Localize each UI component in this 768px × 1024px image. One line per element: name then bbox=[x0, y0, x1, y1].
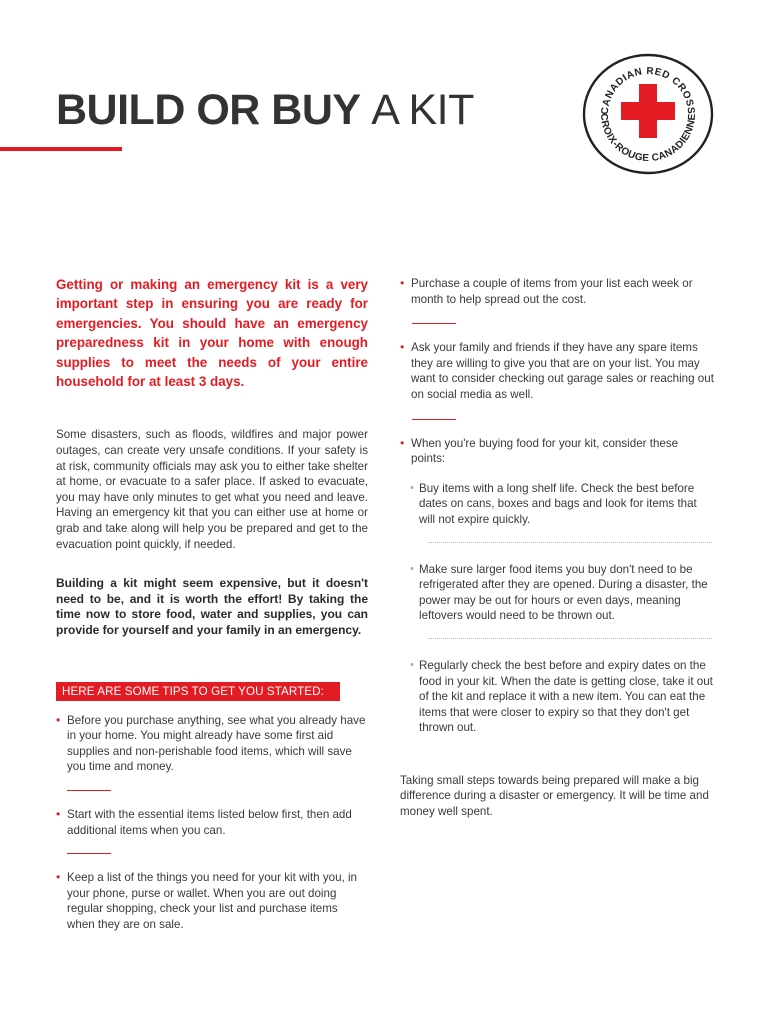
list-item bbox=[400, 562, 714, 624]
intro-emphasis: Building a kit might seem expensive, but it doesn't need to be, and it is worth the effort! By taking the time now to store food, water and supplies, you can provide for yourself and your family in an emergency. bbox=[56, 576, 368, 637]
food-points-list bbox=[400, 481, 714, 736]
list-item bbox=[56, 713, 368, 775]
list-item bbox=[56, 870, 368, 932]
list-item-text: When you're buying food for your kit, consider these points: bbox=[411, 436, 679, 466]
intro-paragraph: Some disasters, such as floods, wildfires and major power outages, can create very unsafe conditions. If your safety is at risk, community officials may ask you to either take shelter at home, or evacuate to a safer place. If asked to evacuate, you may have only minutes to get what you need and leave. Having an emergency kit that you can either use at home or grab and take along will help you be prepared and get to the evacuation point quickly, if needed. bbox=[56, 428, 368, 551]
list-item-text: Regularly check the best before and expiry dates on the food in your kit. When the date is getting close, take it out of the kit and replace it with a new item. You can eat the items that were closer to expiry so that they don't get thrown out. bbox=[419, 658, 713, 735]
list-item-text: Buy items with a long shelf life. Check the best before dates on cans, boxes and bags and look for items that will not expire quickly. bbox=[419, 481, 697, 526]
list-item bbox=[400, 276, 714, 307]
red-cross-logo-svg bbox=[581, 52, 715, 177]
list-item-text: Ask your family and friends if they have any spare items they are willing to give you that are on your list. You may want to consider checking out garage sales or reaching out on social media as well. bbox=[411, 341, 714, 401]
closing-paragraph: Taking small steps towards being prepared will make a big difference during a disaster or emergency. It will be time and money well spent. bbox=[400, 773, 709, 819]
bullet-icon: • bbox=[56, 806, 61, 821]
tips-list-right bbox=[400, 276, 714, 467]
bullet-icon: • bbox=[56, 870, 61, 885]
right-column bbox=[400, 276, 714, 820]
logo-bottom-text: CROIX-ROUGE CANADIENNE bbox=[597, 113, 699, 165]
left-column bbox=[56, 275, 368, 933]
divider bbox=[412, 323, 456, 324]
sub-bullet-icon: • bbox=[410, 481, 414, 494]
list-item bbox=[400, 658, 714, 736]
dotted-divider bbox=[428, 638, 712, 639]
sub-bullet-icon: • bbox=[410, 562, 414, 575]
list-item-text: Before you purchase anything, see what you already have in your home. You might already have some first aid supplies and non-perishable food items, which will save you time and money. bbox=[67, 713, 366, 774]
sub-bullet-icon: • bbox=[410, 658, 414, 671]
bullet-icon: • bbox=[400, 340, 405, 355]
intro-lead: Getting or making an emergency kit is a very important step in ensuring you are ready for emergencies. You should have an emergency preparedness kit in your home with enough supplies to meet the needs of your entire household for at least 3 days. bbox=[56, 277, 368, 390]
list-item-text: Keep a list of the things you need for your kit with you, in your phone, purse or wallet. When you are out doing regular shopping, check your list and purchase items when they are on sale. bbox=[67, 871, 358, 931]
divider bbox=[67, 790, 111, 791]
list-item bbox=[56, 807, 368, 838]
bullet-icon: • bbox=[400, 435, 405, 450]
list-item-text: Make sure larger food items you buy don't need to be refrigerated after they are opened. During a disaster, the power may be out for hours or even days, meaning leftovers would need to be thrown out. bbox=[419, 562, 708, 623]
list-item-text: Start with the essential items listed below first, then add additional items when you can. bbox=[67, 807, 352, 837]
title-bold: BUILD OR BUY bbox=[56, 86, 360, 134]
list-item bbox=[400, 340, 714, 402]
canadian-red-cross-logo bbox=[581, 52, 715, 177]
divider bbox=[67, 853, 111, 854]
page-title bbox=[56, 86, 474, 135]
bullet-icon: • bbox=[56, 712, 61, 727]
title-light: A KIT bbox=[371, 86, 474, 134]
divider bbox=[412, 419, 456, 420]
list-item-text: Purchase a couple of items from your list each week or month to help spread out the cost. bbox=[411, 277, 693, 306]
title-underline bbox=[0, 147, 122, 151]
tips-list-left bbox=[56, 713, 368, 933]
tips-banner: HERE ARE SOME TIPS TO GET YOU STARTED: bbox=[56, 682, 340, 701]
list-item bbox=[400, 481, 714, 528]
bullet-icon: • bbox=[400, 276, 405, 290]
dotted-divider bbox=[428, 542, 712, 543]
logo-top-text: CANADIAN RED CROSS bbox=[599, 65, 697, 115]
list-item bbox=[400, 436, 714, 467]
